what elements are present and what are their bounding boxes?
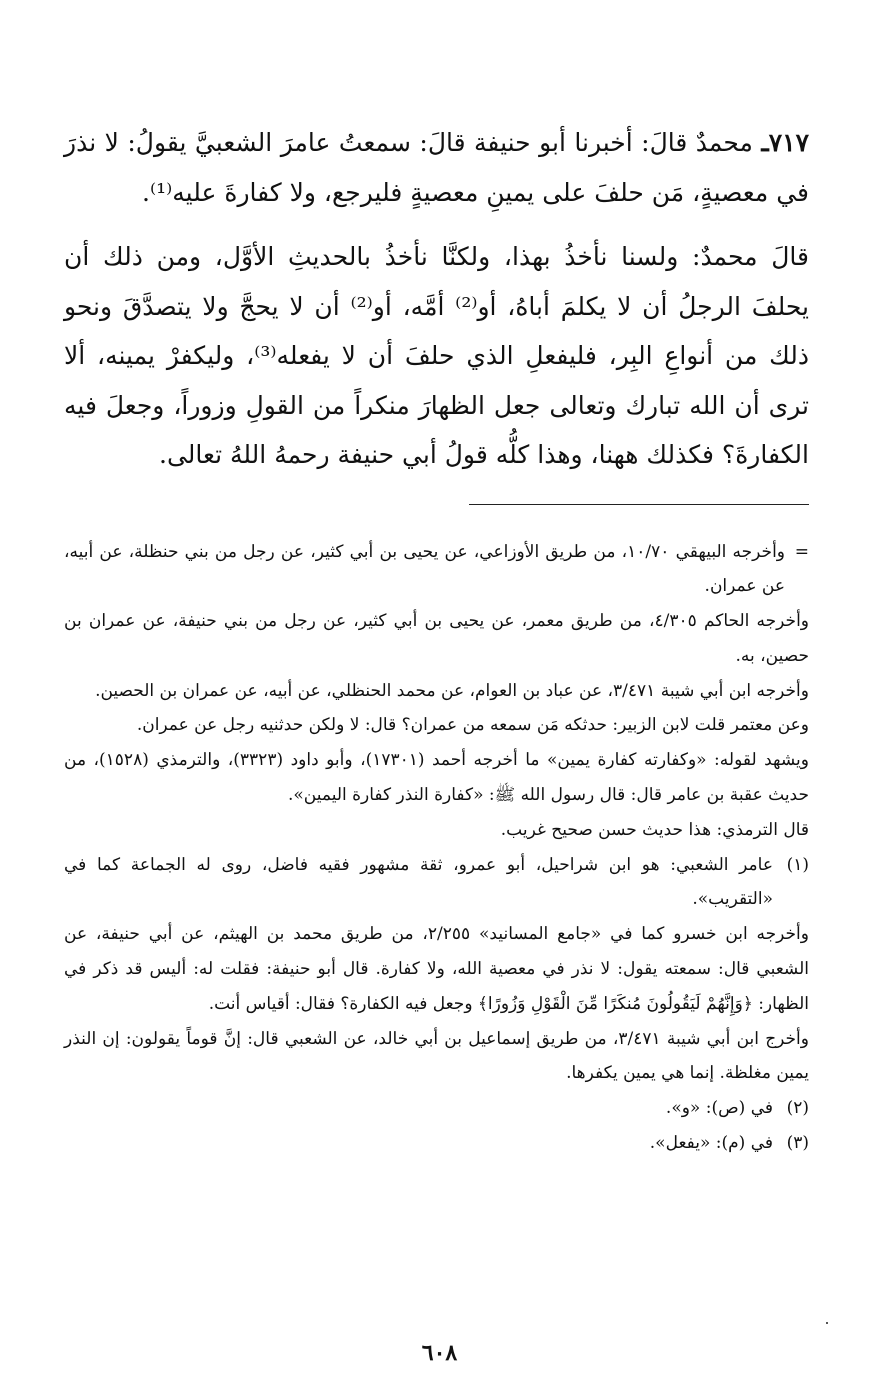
page-number: ٦٠٨ [421, 1340, 458, 1366]
note-paragraph: وأخرج ابن أبي شيبة ٣/٤٧١، من طريق إسماعيل بن أبي خالد، عن الشعبي قال: إنَّ قوماً يقولون: إن النذر يمين مغلظة. إنما هي يمين يكفرها. [64, 1028, 809, 1084]
continuation-mark: = [794, 541, 809, 562]
footnotes [64, 535, 809, 1161]
footnote-number: (٣) [786, 1133, 809, 1154]
footnote-text: في (م): «يفعل». [649, 1133, 773, 1154]
note-text: وأخرجه البيهقي ١٠/٧٠، من طريق الأوزاعي، عن يحيى بن أبي كثير، عن رجل من بني حنظلة، عن أبيه، عن عمران. [64, 541, 785, 597]
note-paragraph: وأخرجه ابن أبي شيبة ٣/٤٧١، عن عباد بن العوام، عن محمد الحنظلي، عن أبيه، عن عمران بن الحصين. [95, 680, 809, 701]
footnote-continuation [64, 535, 809, 605]
note-paragraph: وأخرجه الحاكم ٤/٣٠٥، من طريق معمر، عن يحيى بن أبي كثير، عن رجل من بني حنيفة، عن عمران بن حصين، به. [64, 611, 810, 666]
note-paragraph: وأخرجه ابن خسرو كما في «جامع المسانيد» ٢/٢٥٥، من طريق محمد بن الهيثم، عن أبي حنيفة، عن الشعبي قال: سمعته يقول: لا نذر في معصية الله، ولا كفارة. قال أبو حنيفة: فقلت له: أليس قد ذكر في الظهار: ﴿وَإِنَّهُمْ لَيَقُولُونَ مُنكَرًا مِّنَ الْقَوْلِ وَزُورًا﴾ وجعل فيه الكفارة؟ فقال: أقياس أنت. [64, 924, 809, 1014]
footnote-number: (١) [786, 854, 809, 875]
footnote-number: (٢) [786, 1098, 809, 1119]
hadith-text: محمدٌ قالَ: أخبرنا أبو حنيفة قالَ: سمعتُ عامرَ الشعبيَّ يقولُ: لا نذرَ في معصيةٍ، مَن حلفَ على يمينِ معصيةٍ فليرجع، ولا كفارةَ عليه⁽¹⁾. [64, 128, 809, 207]
footnote-1 [64, 848, 809, 918]
footnote-text: في (ص): «و». [665, 1098, 773, 1119]
footnote-divider [469, 504, 809, 505]
footnote-3 [64, 1126, 809, 1161]
hadith-number: ٧١٧ـ [761, 128, 810, 157]
scan-speck [826, 1322, 828, 1324]
footnote-text: عامر الشعبي: هو ابن شراحيل، أبو عمرو، ثقة مشهور فقيه فاضل، روى له الجماعة كما في «التقريب». [64, 854, 773, 910]
hadith-paragraph [64, 118, 809, 217]
footnote-2 [64, 1091, 809, 1126]
note-paragraph: قال الترمذي: هذا حديث حسن صحيح غريب. [500, 819, 809, 840]
note-paragraph: ويشهد لقوله: «وكفارته كفارة يمين» ما أخرجه أحمد (١٧٣٠١)، وأبو داود (٣٣٢٣)، والترمذي (١٥٢٨)، من حديث عقبة بن عامر قال: قال رسول الله ﷺ: «كفارة النذر كفارة اليمين». [64, 750, 809, 806]
main-text [64, 118, 809, 480]
commentary-paragraph: قالَ محمدٌ: ولسنا نأخذُ بهذا، ولكنَّا نأخذُ بالحديثِ الأوَّل، ومن ذلك أن يحلفَ الرجلُ أن لا يكلمَ أباهُ، أو⁽²⁾ أمَّه، أو⁽²⁾ أن لا يحجَّ ولا يتصدَّقَ ونحو ذلك من أنواعِ البِر، فليفعلِ الذي حلفَ أن لا يفعله⁽³⁾، وليكفرْ يمينه، ألا ترى أن الله تبارك وتعالى جعل الظهارَ منكراً من القولِ وزوراً، وجعلَ فيه الكفارةَ؟ فكذلك ههنا، وهذا كلُّه قولُ أبي حنيفة رحمهُ اللهُ تعالى. [64, 242, 810, 469]
note-paragraph: وعن معتمر قلت لابن الزبير: حدثكه مَن سمعه من عمران؟ قال: لا ولكن حدثنيه رجل عن عمران. [136, 715, 809, 736]
